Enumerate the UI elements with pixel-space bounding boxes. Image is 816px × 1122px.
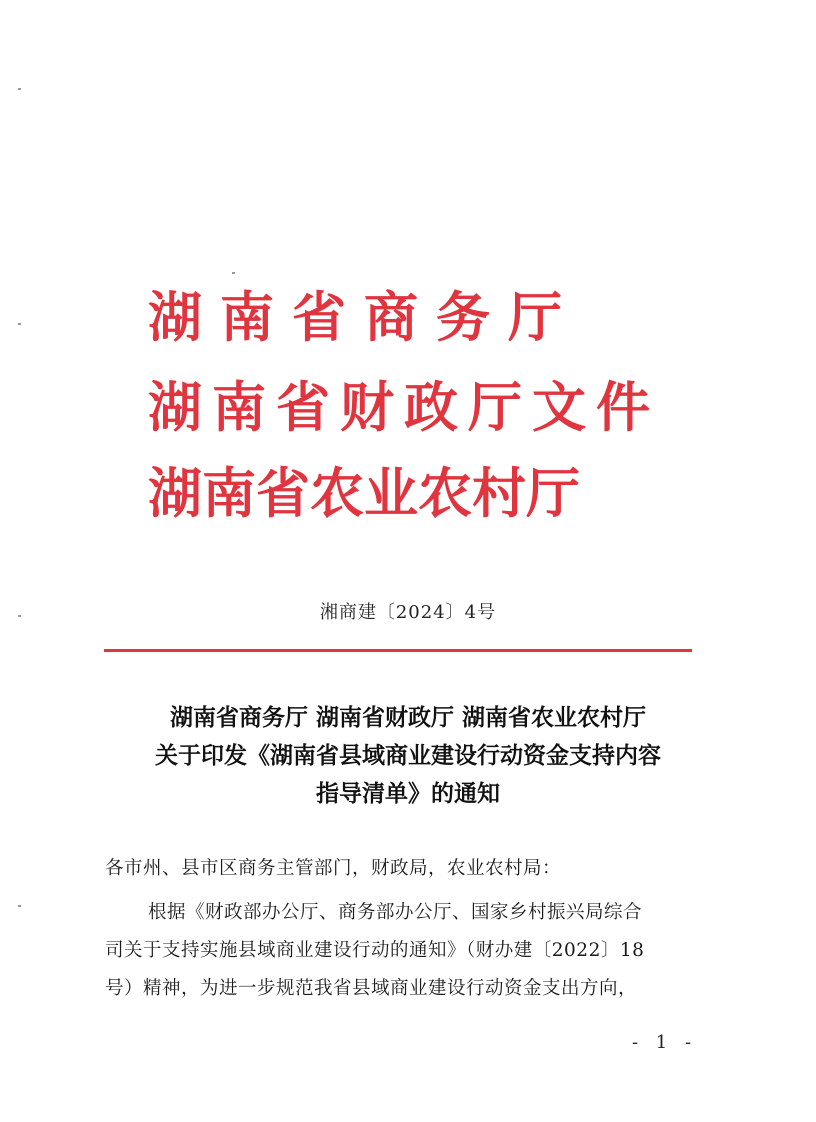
paragraph-line-2: 司关于支持实施县域商业建设行动的通知》（财办建〔2022〕18 (105, 940, 645, 961)
title-line-2: 关于印发《湖南省县域商业建设行动资金支持内容 (155, 743, 661, 769)
page-number: - 1 - (632, 1032, 698, 1053)
paragraph-line-1: 根据《财政部办公厅、商务部办公厅、国家乡村振兴局综合 (148, 902, 643, 923)
red-separator-line (104, 649, 692, 652)
title-line-1: 湖南省商务厅 湖南省财政厅 湖南省农业农村厅 (169, 705, 646, 731)
issuer-header-line-2: 湖南省财政厅文件 (148, 375, 660, 439)
salutation: 各市州、县市区商务主管部门，财政局，农业农村局： (105, 858, 562, 879)
scan-speck (18, 615, 21, 617)
scan-speck (18, 905, 21, 907)
issuer-header-line-3: 湖南省农业农村厅 (148, 461, 580, 525)
issuer-header-line-1: 湖南省商务厅 (148, 285, 580, 349)
scan-speck (18, 323, 21, 325)
title-line-3: 指导清单》的通知 (316, 781, 500, 807)
scan-speck (232, 272, 235, 274)
scan-speck (18, 88, 21, 90)
paragraph-line-3: 号）精神，为进一步规范我省县域商业建设行动资金支出方向， (105, 978, 638, 999)
document-number: 湘商建〔2024〕4号 (319, 602, 497, 623)
